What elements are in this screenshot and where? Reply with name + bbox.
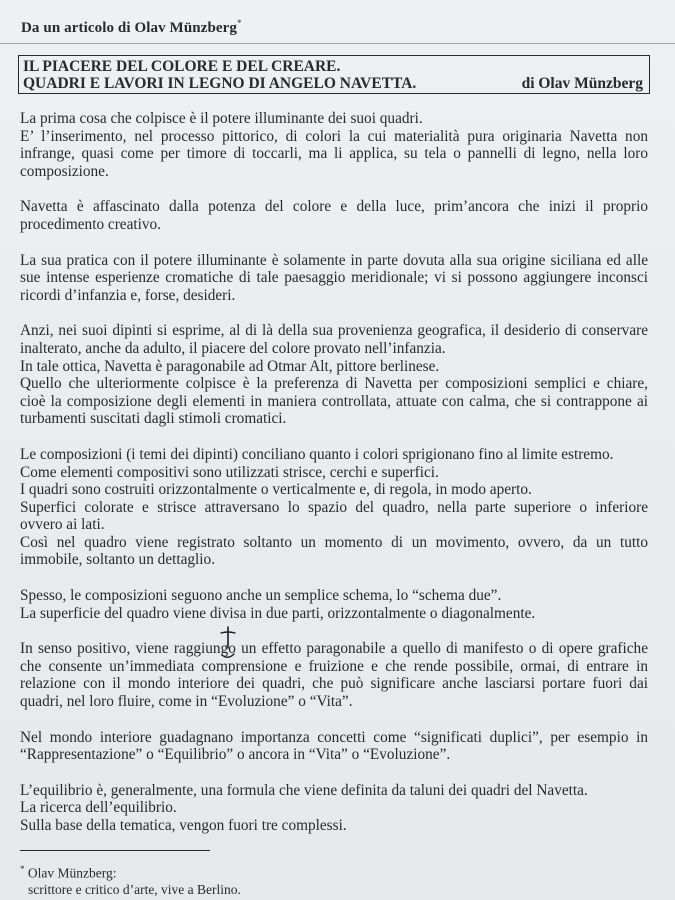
text-line: I quadri sono costruiti orizzontalmente o verticalmente e, di regola, in modo aperto.: [20, 481, 532, 499]
source-heading: [21, 18, 242, 37]
text-line: Spesso, le composizioni seguono anche un semplice schema, lo “schema due”.: [20, 587, 502, 605]
article-body: [20, 110, 648, 853]
text-line: La sua pratica con il potere illuminante è solamente in parte dovuta alla sua origine siciliana ed alle: [20, 251, 648, 269]
text-line: Nel mondo interiore guadagnano importanza concetti come “significati duplici”, per esempio in: [20, 728, 648, 746]
text-line: Le composizioni (i temi dei dipinti) conciliano quanto i colori sprigionano fino al limite estremo.: [20, 445, 614, 463]
text-line: inalterato, anche da adulto, il piacere del colore provato nell’infanzia.: [20, 339, 446, 357]
text-line: “Rappresentazione” o “Equilibrio” o ancora in “Vita” o “Evoluzione”.: [20, 746, 451, 764]
text-line: Così nel quadro viene registrato soltanto un momento di un movimento, ovvero, da un tutto: [20, 533, 648, 551]
text-line: Anzi, nei suoi dipinti si esprime, al di là della sua provenienza geografica, il desiderio di conservare: [20, 322, 648, 340]
text-line: immobile, soltanto un dettaglio.: [20, 551, 216, 569]
footnote-divider: [20, 850, 210, 851]
text-line: L’equilibrio è, generalmente, una formula che viene definita da taluni dei quadri del Navetta.: [20, 781, 588, 799]
footnote-description: scrittore e critico d’arte, vive a Berlino.: [28, 881, 241, 897]
source-text: Da un articolo di Olav Münzberg: [21, 20, 238, 36]
text-line: infrange, quasi come per timore di toccarli, ma li applica, su tela o pannelli di legno, nella loro: [20, 145, 648, 163]
text-line: ovvero ai lati.: [20, 516, 105, 534]
text-line: La ricerca dell’equilibrio.: [20, 799, 177, 817]
text-line: ricordi d’infanzia e, forse, desideri.: [20, 286, 236, 304]
footnote-marker: *: [20, 864, 25, 874]
text-line: La prima cosa che colpisce è il potere illuminante dei suoi quadri.: [20, 110, 423, 127]
paragraph-4: [20, 322, 648, 428]
byline: di Olav Münzberg: [521, 75, 643, 92]
header-divider: [0, 43, 675, 44]
text-line: Come elementi compositivi sono utilizzati strisce, cerchi e superfici.: [20, 463, 439, 481]
title-line-1: IL PIACERE DEL COLORE E DEL CREARE.: [23, 58, 341, 75]
text-line: Superfici colorate e strisce attraversano lo spazio del quadro, nella parte superiore o inferiore: [20, 498, 648, 516]
paragraph-8: [20, 729, 648, 764]
source-footnote-marker: *: [237, 18, 242, 28]
text-line: sue intense esperienze cromatiche di tale paesaggio meridionale; vi si possono aggiungere inconsci: [20, 269, 648, 287]
text-line: procedimento creativo.: [20, 215, 162, 233]
paragraph-6: [20, 587, 648, 622]
text-line: turbamenti suscitati dagli stimoli cromatici.: [20, 410, 287, 428]
footnote-author-line: [20, 861, 241, 882]
paragraph-7: [20, 640, 648, 710]
text-line: In tale ottica, Navetta è paragonabile ad Otmar Alt, pittore berlinese.: [20, 357, 440, 375]
text-line: Sulla base della tematica, vengon fuori tre complessi.: [20, 817, 347, 834]
text-line: La superficie del quadro viene divisa in due parti, orizzontalmente o diagonalmente.: [20, 604, 536, 622]
title-box: [18, 55, 650, 94]
text-line: In senso positivo, viene raggiungo un effetto paragonabile a quello di manifesto o di opere grafiche: [20, 640, 648, 658]
text-line: Quello che ulteriormente colpisce è la preferenza di Navetta per composizioni semplici e chiare,: [20, 375, 648, 393]
text-line: cioè la composizione degli elementi in maniera controllata, attuate con calma, che si contrappone ai: [20, 392, 648, 410]
paragraph-3: [20, 252, 648, 305]
footnote-author: Olav Münzberg:: [27, 865, 117, 881]
text-line: quadri, nel loro fluire, come in “Evoluzione” o “Vita”.: [20, 693, 353, 711]
paragraph-1: [20, 110, 648, 180]
paragraph-2: [20, 198, 648, 233]
paragraph-5: [20, 446, 648, 569]
title-line-2-row: [23, 75, 643, 92]
text-line: che consente un’immediata comprensione e fruizione e che rende possibile, ormai, di entrare in: [20, 657, 648, 675]
text-line: relazione con il mondo interiore dei quadri, che può significare anche lasciarsi portare fuori dai: [20, 675, 648, 693]
text-line: E’ l’inserimento, nel processo pittorico, di colori la cui materialità pura originaria Navetta non: [20, 127, 648, 145]
paragraph-9: [20, 782, 648, 835]
footnote: [20, 861, 241, 898]
title-line-2: QUADRI E LAVORI IN LEGNO DI ANGELO NAVETTA.: [23, 75, 417, 92]
text-line: Navetta è affascinato dalla potenza del colore e della luce, prim’ancora che inizi il proprio: [20, 198, 648, 216]
text-line: composizione.: [20, 162, 109, 180]
